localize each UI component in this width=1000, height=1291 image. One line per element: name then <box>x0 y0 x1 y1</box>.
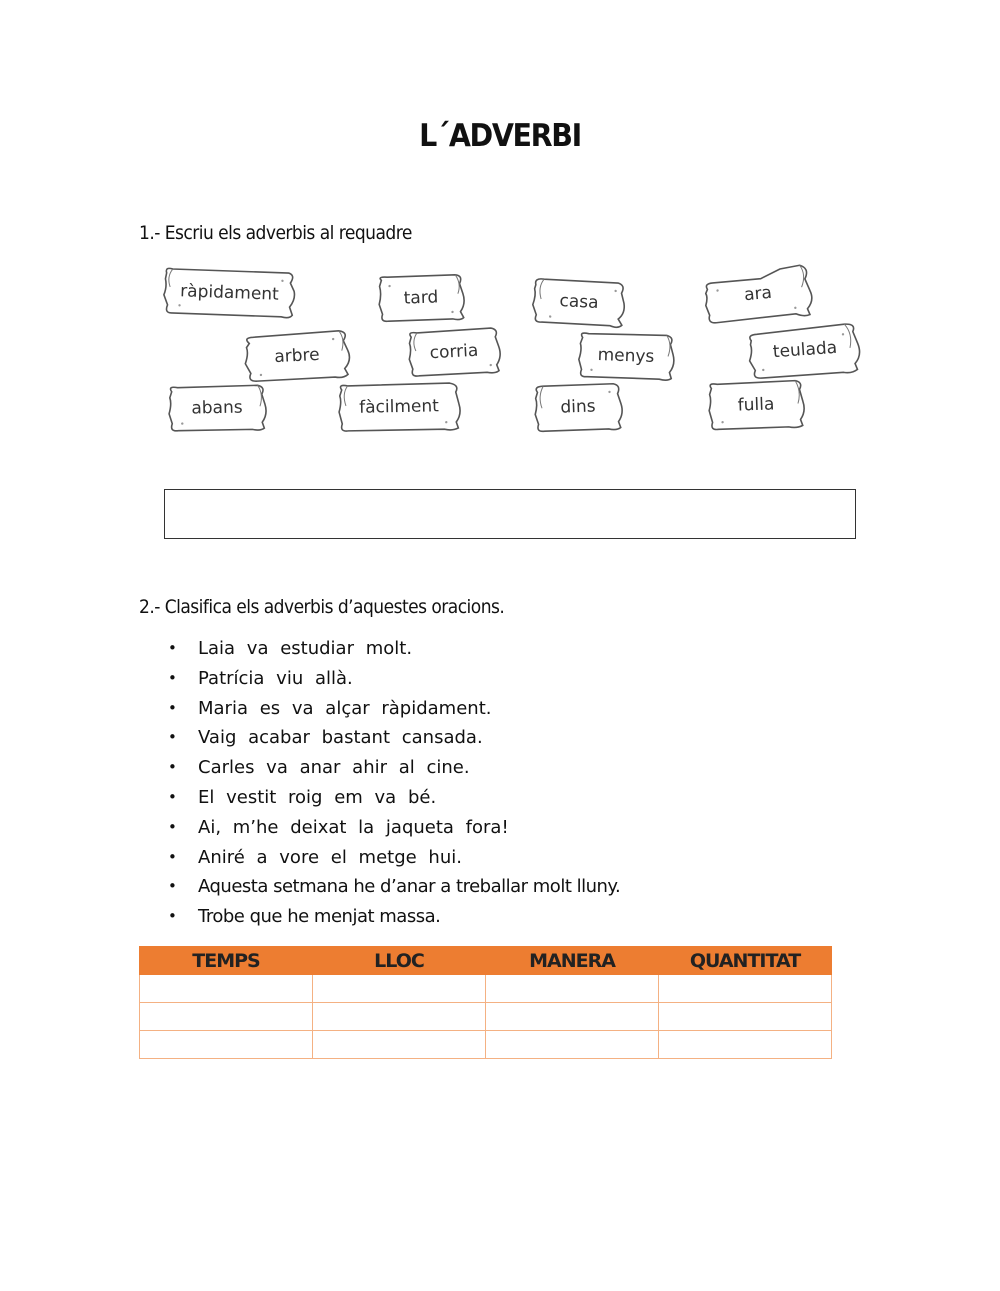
list-item <box>168 783 620 813</box>
header-manera: MANERA <box>486 947 659 975</box>
table-cell[interactable] <box>486 1003 659 1031</box>
list-item <box>168 813 620 843</box>
word-scroll <box>530 275 628 330</box>
sentence: El vestit roig em va bé. <box>198 786 437 808</box>
table-row <box>140 1031 832 1059</box>
table-cell[interactable] <box>659 1003 832 1031</box>
sentence: Patrícia viu allà. <box>198 667 353 689</box>
word-scroll <box>161 265 298 322</box>
table-cell[interactable] <box>659 1031 832 1059</box>
header-lloc: LLOC <box>313 947 486 975</box>
bullet: • <box>168 907 177 926</box>
list-item <box>168 634 620 664</box>
table-cell[interactable] <box>486 1031 659 1059</box>
word-scroll <box>705 377 807 432</box>
table-row <box>140 1003 832 1031</box>
sentence: Trobe que he menjat massa. <box>198 906 441 928</box>
word-scrolls <box>150 255 870 445</box>
classification-table <box>139 946 832 1059</box>
sentence: Vaig acabar bastant cansada. <box>198 727 483 749</box>
list-item <box>168 723 620 753</box>
word-scroll <box>531 379 625 434</box>
bullet: • <box>168 758 177 777</box>
sentence: Aquesta setmana he d’anar a treballar molt lluny. <box>198 876 621 898</box>
bullet: • <box>168 877 177 896</box>
table-cell[interactable] <box>313 975 486 1003</box>
scroll-word: corria <box>429 340 479 364</box>
table-cell[interactable] <box>140 1003 313 1031</box>
scroll-word: dins <box>560 396 596 418</box>
answer-box[interactable] <box>164 489 856 539</box>
header-temps: TEMPS <box>140 947 313 975</box>
exercise-2-heading: 2.- Clasifica els adverbis d’aquestes oracions. <box>139 596 505 618</box>
sentence: Ai, m’he deixat la jaqueta fora! <box>198 816 509 838</box>
word-scroll <box>744 317 866 383</box>
word-scroll <box>405 325 503 380</box>
table-cell[interactable] <box>313 1031 486 1059</box>
bullet: • <box>168 817 177 836</box>
bullet: • <box>168 639 177 657</box>
scroll-word: teulada <box>772 337 838 363</box>
sentence: Maria es va alçar ràpidament. <box>198 697 492 719</box>
bullet: • <box>168 698 177 717</box>
bullet: • <box>168 847 177 866</box>
table-cell[interactable] <box>140 975 313 1003</box>
word-scroll <box>336 380 463 434</box>
table-cell[interactable] <box>486 975 659 1003</box>
word-scroll <box>700 260 817 328</box>
bullet: • <box>168 668 177 687</box>
word-scroll <box>375 271 467 324</box>
list-item <box>168 694 620 724</box>
word-scroll <box>241 326 354 386</box>
word-scroll <box>575 329 677 382</box>
table-cell[interactable] <box>659 975 832 1003</box>
exercise-1-heading: 1.- Escriu els adverbis al requadre <box>139 222 412 244</box>
scroll-word: fulla <box>737 394 775 416</box>
sentence: Laia va estudiar molt. <box>198 638 413 659</box>
scroll-word: abans <box>191 397 243 419</box>
scroll-word: tard <box>403 287 439 309</box>
sentence: Aniré a vore el metge hui. <box>198 846 462 868</box>
word-scroll <box>166 382 269 434</box>
scroll-word: ara <box>743 282 773 306</box>
bullet: • <box>168 728 177 747</box>
list-item <box>168 872 620 902</box>
table-header-row <box>140 947 832 975</box>
table-row <box>140 975 832 1003</box>
page-title: L´ADVERBI <box>419 118 581 154</box>
table-cell[interactable] <box>313 1003 486 1031</box>
table-cell[interactable] <box>140 1031 313 1059</box>
scroll-word: ràpidament <box>179 281 280 305</box>
scroll-word: arbre <box>273 344 321 368</box>
sentence: Carles va anar ahir al cine. <box>198 757 470 779</box>
bullet: • <box>168 787 177 806</box>
scroll-word: casa <box>558 290 600 314</box>
header-quantitat: QUANTITAT <box>659 947 832 975</box>
list-item <box>168 664 620 694</box>
list-item <box>168 902 620 932</box>
scroll-word: fàcilment <box>359 396 439 418</box>
list-item <box>168 753 620 783</box>
scroll-word: menys <box>597 345 655 367</box>
list-item <box>168 843 620 873</box>
sentence-list <box>168 634 620 932</box>
